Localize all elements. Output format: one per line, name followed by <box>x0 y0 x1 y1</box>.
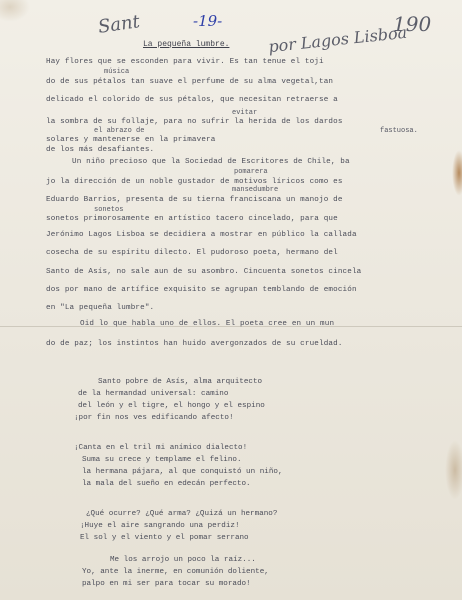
poem-line: del león y el tigre, el hongo y el espino <box>78 402 265 410</box>
poem-line: la mala del sueño en edecán perfecto. <box>82 480 251 488</box>
prose-line: en "La pequeña lumbre". <box>46 304 155 312</box>
poem-line: Suma su crece y templame el felino. <box>82 456 242 464</box>
interlinear-correction: mansedumbre <box>232 186 279 194</box>
stain-right-edge <box>452 150 462 196</box>
prose-line: Eduardo Barrios, presenta de su tierna franciscana un manojo de <box>46 196 343 204</box>
interlinear-correction: pomarera <box>234 168 268 176</box>
prose-line: la sombra de su follaje, para no sufrir la herida de los dardos <box>46 118 343 126</box>
interlinear-correction: evitar <box>232 109 258 117</box>
stain-top-left <box>0 0 30 22</box>
interlinear-correction: música <box>104 68 130 76</box>
handwritten-note-right: por Lagos Lisboa <box>267 22 408 57</box>
poem-line: de la hermandad universal: camino <box>78 390 229 398</box>
prose-line: Oid lo que habla uno de ellos. El poeta cree en un mun <box>80 320 335 328</box>
interlinear-correction: sonetos <box>94 206 124 214</box>
prose-line: sonetos primorosamente en artístico tacero cincelado, para que <box>46 215 338 223</box>
stain-right-mid <box>445 440 462 500</box>
poem-line: ¡Huye el aire sangrando una perdiz! <box>80 522 240 530</box>
prose-line: Santo de Asís, no sale aun de su asombro. Cincuenta sonetos cincela <box>46 268 362 276</box>
prose-line: Hay flores que se esconden para vivir. Es tan tenue el toji <box>46 58 324 66</box>
prose-line: solares y mantenerse en la primavera <box>46 136 216 144</box>
prose-line: do de paz; los instintos han huido avergonzados de su crueldad. <box>46 340 343 348</box>
poem-line: palpo en mi ser para tocar su morado! <box>82 580 251 588</box>
document-title: La pequeña lumbre. <box>143 40 230 49</box>
poem-line: la hermana pájara, al que conquistó un niño, <box>82 468 283 476</box>
prose-line: Un niño precioso que la Sociedad de Escritores de Chile, ba <box>72 158 350 166</box>
handwritten-folio-number: 190 <box>393 12 432 36</box>
prose-line: Jerónimo Lagos Lisboa se decidiera a mostrar en público la callada <box>46 231 357 239</box>
prose-line: delicado el colorido de sus pétalos, que necesitan retraerse a <box>46 96 338 104</box>
poem-line: Santo pobre de Asís, alma arquitecto <box>98 378 263 386</box>
prose-line: dos por mano de artífice exquisito se agrupan temblando de emoción <box>46 286 357 294</box>
handwritten-page-mark: -19- <box>193 12 223 30</box>
prose-line: cosecha de su espíritu dilecto. El pudoroso poeta, hermano del <box>46 249 338 257</box>
poem-line: ¡por fin nos ves edificando afecto! <box>74 414 234 422</box>
prose-line: de los más desafiantes. <box>46 146 155 154</box>
poem-line: El sol y el viento y el pomar serrano <box>80 534 249 542</box>
poem-line: ¡Canta en el tril mi anímico dialecto! <box>74 444 248 452</box>
poem-line: Yo, ante la inerme, en comunión doliente, <box>82 568 269 576</box>
prose-line: jo la dirección de un noble gustador de motivos líricos como es <box>46 178 343 186</box>
interlinear-correction: fastuosa. <box>380 127 418 135</box>
prose-line: do de sus pétalos tan suave el perfume de su alma vegetal,tan <box>46 78 334 86</box>
interlinear-correction: el abrazo de <box>94 127 145 135</box>
handwritten-note-left: Sant <box>96 11 142 38</box>
poem-line: Me los arrojo un poco la raíz... <box>110 556 256 564</box>
poem-line: ¿Qué ocurre? ¿Qué arma? ¿Quizá un hermano? <box>86 510 278 518</box>
